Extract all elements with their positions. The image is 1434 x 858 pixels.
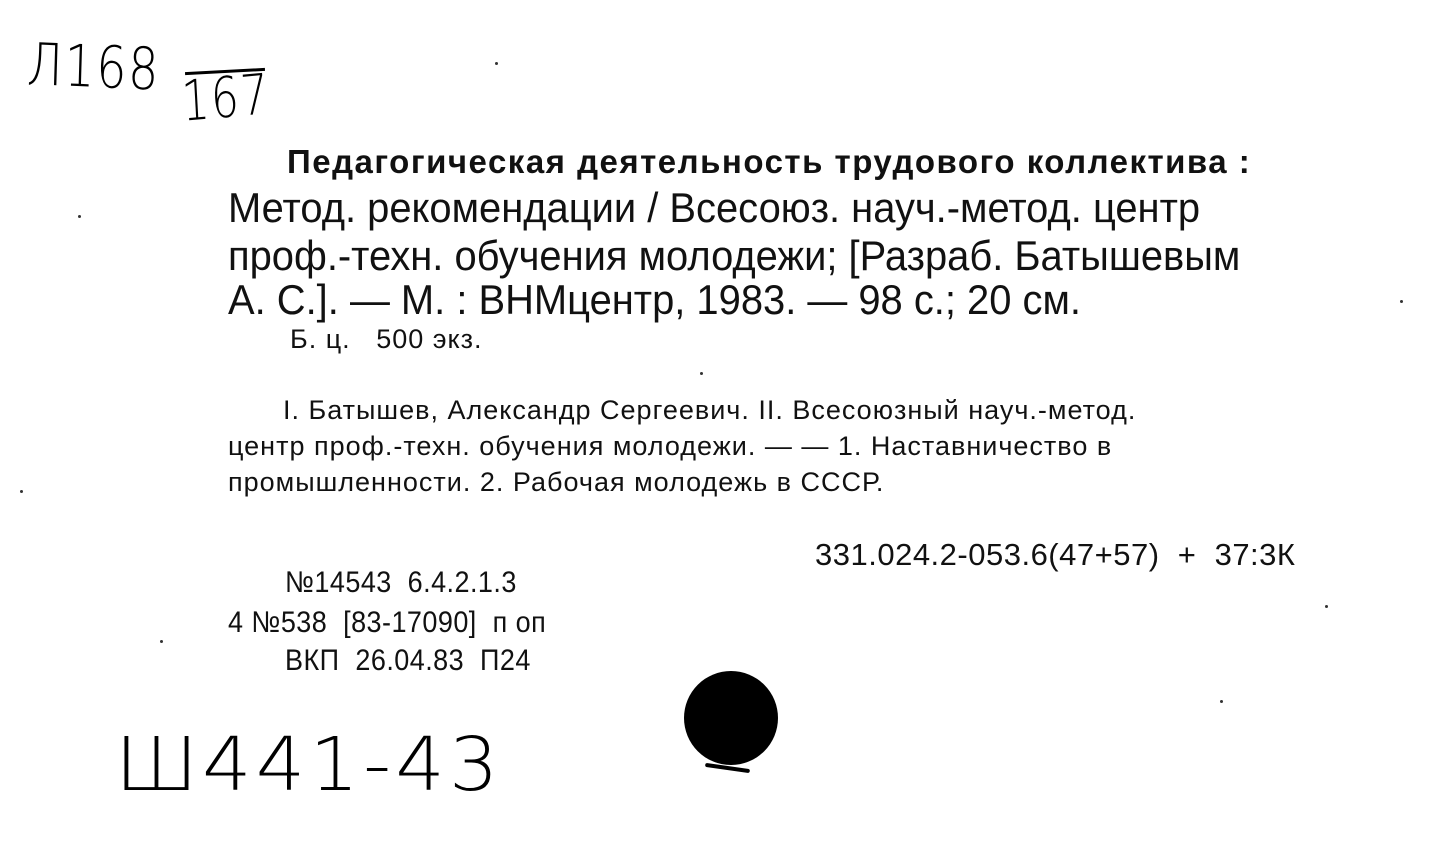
entry-line-3: проф.-техн. обучения молодежи; [Разраб. Батышевым <box>228 232 1241 279</box>
handwritten-classmark: Л168 <box>26 30 162 104</box>
speck <box>20 490 23 493</box>
speck <box>1220 700 1223 703</box>
speck <box>495 62 498 65</box>
entry-title: Педагогическая деятельность трудового коллектива : <box>287 143 1252 180</box>
punch-hole <box>684 671 778 765</box>
handwritten-shelfmark: Ш441-43 <box>115 722 503 808</box>
speck <box>700 372 703 375</box>
tracing-line-2: центр проф.-техн. обучения молодежи. — — 1. Наставничество в <box>228 431 1113 461</box>
tracing-line-3: промышленности. 2. Рабочая молодежь в СССР. <box>228 467 885 497</box>
speck <box>1325 605 1328 608</box>
speck <box>160 640 163 643</box>
entry-line-2: Метод. рекомендации / Всесоюз. науч.-метод. центр <box>228 184 1201 231</box>
speck <box>78 215 81 218</box>
card-meta-line-1: №14543 6.4.2.1.3 <box>285 566 517 599</box>
udc-classification: 331.024.2-053.6(47+57) + 37:3К <box>815 537 1296 572</box>
card-meta-line-3: ВКП 26.04.83 П24 <box>285 644 531 677</box>
handwritten-classmark-sub: 167 <box>180 62 272 135</box>
card-meta-line-2: 4 №538 [83-17090] п оп <box>228 606 547 639</box>
tracing-line-1: I. Батышев, Александр Сергеевич. II. Всесоюзный науч.-метод. <box>283 395 1137 425</box>
speck <box>1400 300 1403 303</box>
entry-line-4: А. С.]. — М. : ВНМцентр, 1983. — 98 с.; 20 см. <box>228 276 1081 323</box>
price-and-copies: Б. ц. 500 экз. <box>290 324 483 354</box>
